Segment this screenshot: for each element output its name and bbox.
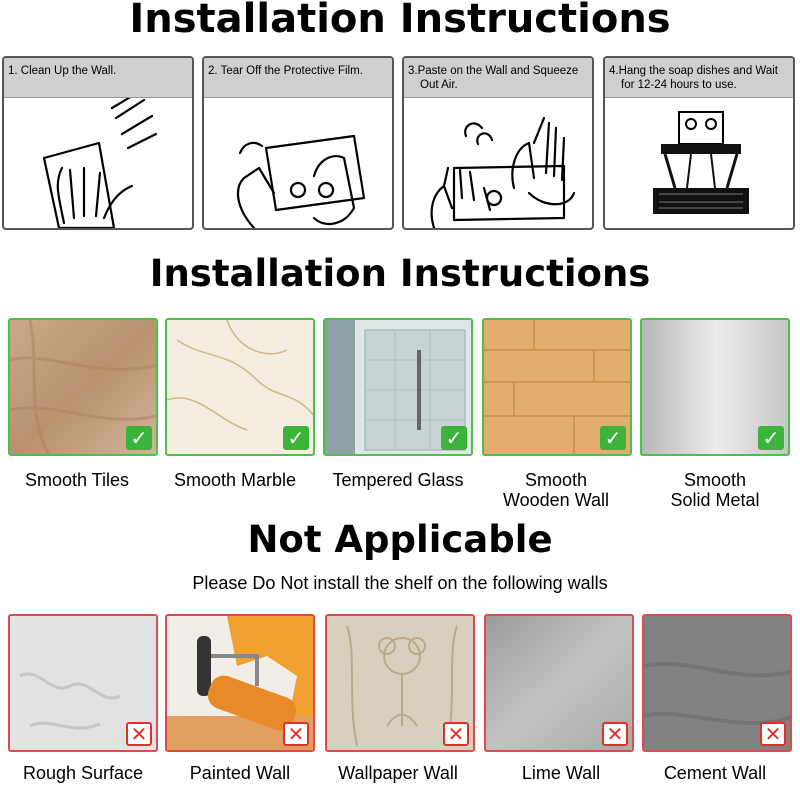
cross-icon: ✕ [602, 722, 628, 746]
step-text: Out Air. [420, 79, 458, 91]
shelf-icon [605, 98, 795, 230]
peel-film-icon [204, 98, 394, 230]
tile-label: Rough Surface [22, 763, 144, 783]
step-header [204, 58, 392, 98]
check-icon: ✓ [441, 426, 467, 450]
tile-label-text: Tempered Glass [332, 470, 464, 490]
check-icon: ✓ [283, 426, 309, 450]
wipe-hand-icon [4, 98, 194, 230]
check-icon: ✓ [758, 426, 784, 450]
tile-label-text: Wooden Wall [502, 490, 610, 510]
tile-label [0, 470, 157, 490]
tile-label-text: Smooth Marble [173, 470, 297, 490]
step-header [404, 58, 592, 98]
cross-icon: ✕ [443, 722, 469, 746]
tile-label: Lime Wall [521, 763, 601, 783]
step-clean-wall [2, 56, 194, 230]
tile-label: Cement Wall [663, 763, 767, 783]
page-title: Installation Instructions [129, 0, 671, 42]
tempered-glass-tile [323, 318, 473, 456]
check-icon: ✓ [126, 426, 152, 450]
cross-icon: ✕ [283, 722, 309, 746]
step-header [4, 58, 192, 98]
warning-subtitle: Please Do Not install the shelf on the following walls [192, 573, 608, 593]
solid-metal-tile [640, 318, 790, 456]
wallpaper-wall-tile [325, 614, 475, 752]
tile-label: Painted Wall [189, 763, 291, 783]
step-text: 1. Clean Up the Wall. [8, 65, 117, 77]
step-hang-dishes [603, 56, 795, 230]
cross-icon: ✕ [126, 722, 152, 746]
check-icon: ✓ [600, 426, 626, 450]
step-text: 4.Hang the soap dishes and Wait [609, 65, 778, 77]
lime-wall-tile [484, 614, 634, 752]
step-tear-film [202, 56, 394, 230]
not-applicable-title: Not Applicable [247, 518, 553, 561]
tile-label [155, 470, 315, 490]
smooth-tiles-tile [8, 318, 158, 456]
step-text: 2. Tear Off the Protective Film. [208, 65, 363, 77]
step-header [605, 58, 793, 98]
tile-label: Wallpaper Wall [338, 763, 458, 783]
smooth-marble-tile [165, 318, 315, 456]
rough-surface-tile [8, 614, 158, 752]
tile-label [318, 470, 478, 490]
tile-label-text: Smooth Tiles [24, 470, 130, 490]
section-title: Installation Instructions [149, 252, 651, 295]
press-hands-icon [404, 98, 594, 230]
step-text: for 12-24 hours to use. [621, 79, 737, 91]
tile-label-text: Smooth [524, 470, 588, 490]
painted-wall-tile [165, 614, 315, 752]
tile-label [476, 470, 636, 510]
cement-wall-tile [642, 614, 792, 752]
step-paste-wall [402, 56, 594, 230]
wooden-wall-tile [482, 318, 632, 456]
step-text: 3.Paste on the Wall and Squeeze [408, 65, 579, 77]
tile-label-text: Smooth [683, 470, 747, 490]
tile-label-text: Solid Metal [670, 490, 760, 510]
tile-label [635, 470, 795, 510]
cross-icon: ✕ [760, 722, 786, 746]
